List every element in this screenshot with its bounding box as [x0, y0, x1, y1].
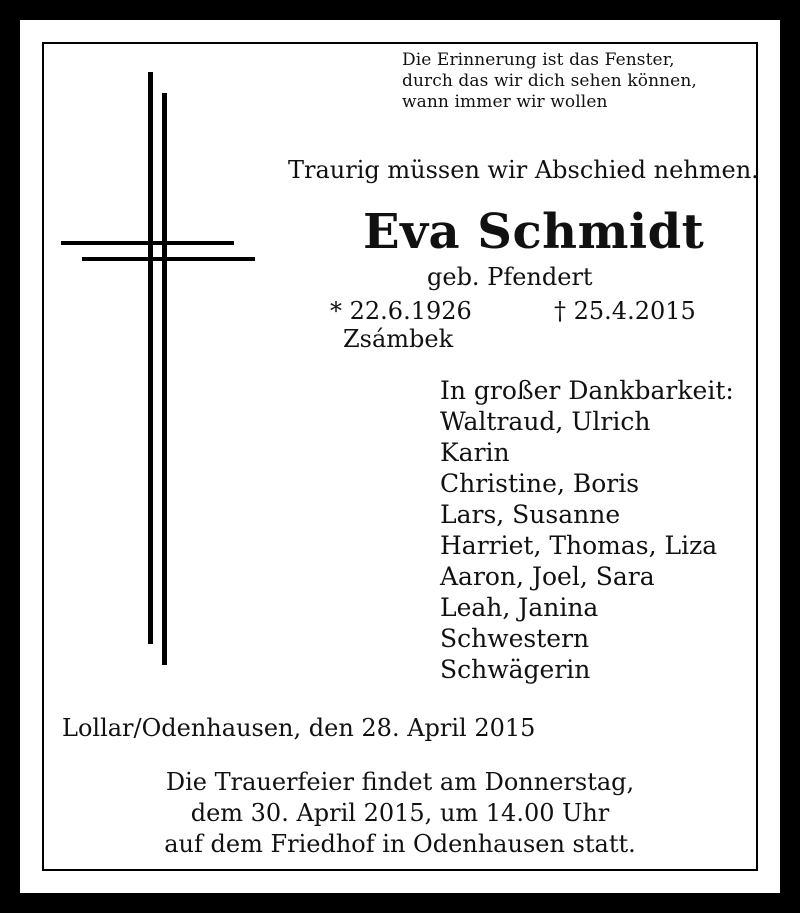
cross-vertical-right: [162, 93, 167, 665]
cross-horizontal-top: [61, 241, 234, 245]
cross-horizontal-bottom: [82, 257, 255, 261]
birth-date: * 22.6.1926: [330, 297, 472, 325]
cross-vertical-left: [148, 72, 153, 644]
quote-line-3: wann immer wir wollen: [402, 92, 608, 112]
quote-line-2: durch das wir dich sehen können,: [402, 71, 697, 91]
quote-line-1: Die Erinnerung ist das Fenster,: [402, 50, 675, 70]
mourner-name: Karin: [440, 438, 510, 467]
funeral-line-3: auf dem Friedhof in Odenhausen statt.: [164, 830, 636, 858]
funeral-line-2: dem 30. April 2015, um 14.00 Uhr: [190, 799, 610, 827]
lead-text: Traurig müssen wir Abschied nehmen.: [288, 156, 759, 184]
place-date: Lollar/Odenhausen, den 28. April 2015: [62, 714, 536, 742]
birth-name: geb. Pfendert: [427, 263, 593, 291]
mourner-name: Schwägerin: [440, 655, 591, 684]
mourner-name: Schwestern: [440, 624, 590, 653]
mourner-name: Aaron, Joel, Sara: [440, 562, 655, 591]
mourner-name: Waltraud, Ulrich: [440, 407, 651, 436]
mourner-name: Leah, Janina: [440, 593, 599, 622]
mourner-name: Lars, Susanne: [440, 500, 621, 529]
funeral-line-1: Die Trauerfeier findet am Donnerstag,: [165, 768, 635, 796]
mourner-name: Christine, Boris: [440, 469, 640, 498]
mourners-heading: In großer Dankbarkeit:: [440, 376, 734, 405]
birthplace: Zsámbek: [343, 325, 454, 353]
mourner-name: Harriet, Thomas, Liza: [440, 531, 718, 560]
deceased-name: Eva Schmidt: [363, 204, 705, 260]
death-date: † 25.4.2015: [554, 297, 696, 325]
